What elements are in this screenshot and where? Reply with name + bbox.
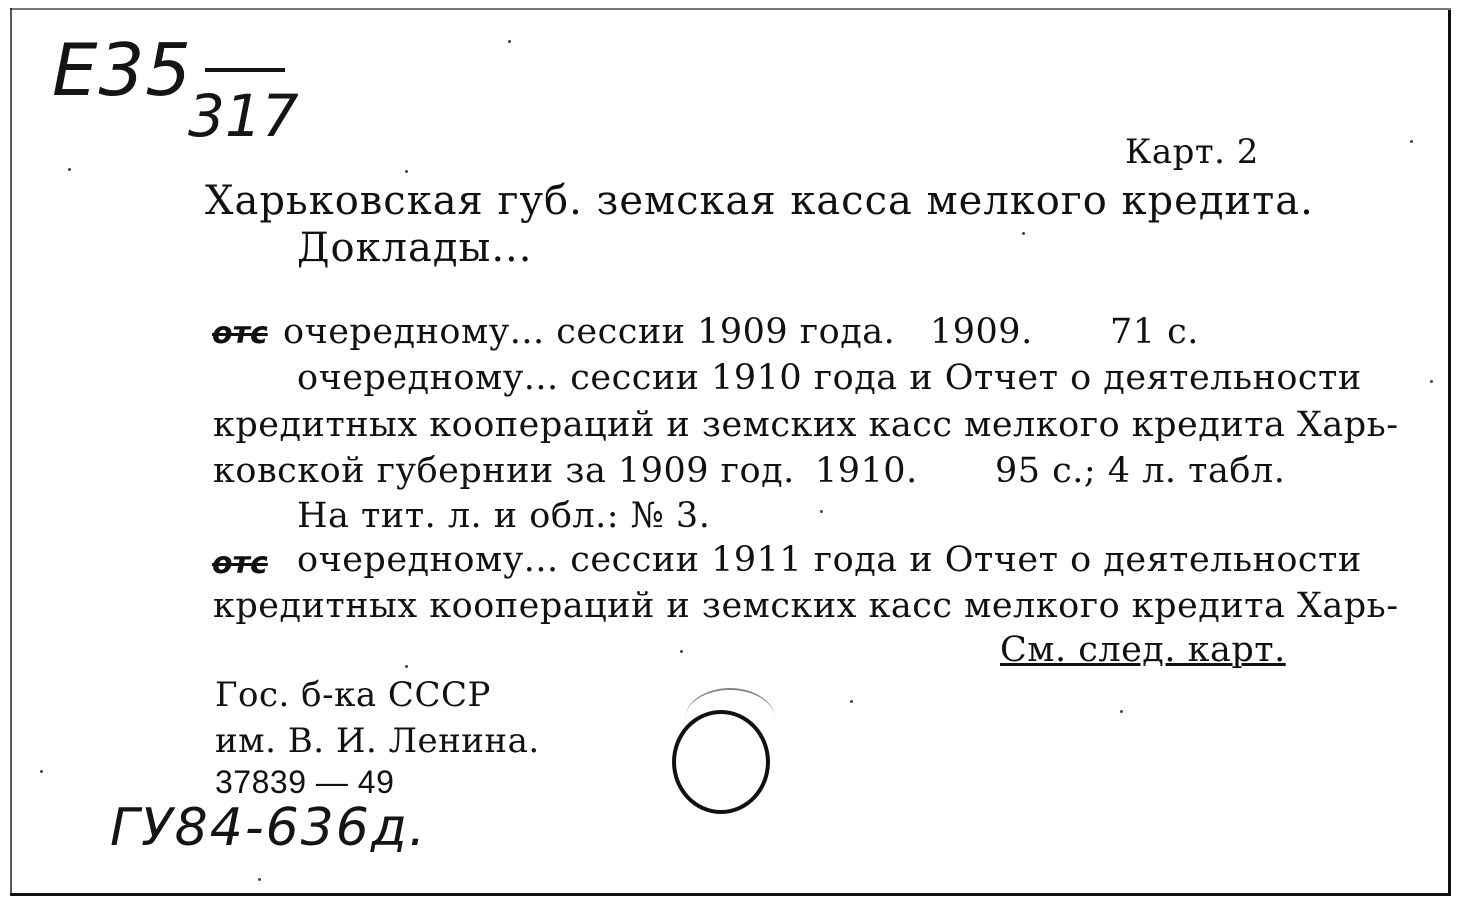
library-line2: им. В. И. Ленина. <box>215 721 540 761</box>
speck <box>1120 710 1123 713</box>
speck <box>68 168 71 171</box>
entry1-mark: отс <box>212 316 268 351</box>
speck <box>680 650 683 653</box>
entry1-year: 1909. <box>930 312 1033 352</box>
card-subtitle: Доклады... <box>297 225 533 271</box>
entry2-year: 1910. <box>815 451 918 491</box>
speck <box>1022 232 1025 235</box>
entry2-line3: ковской губернии за 1909 год. <box>213 451 795 491</box>
entry2-line1: очередному... сессии 1910 года и Отчет о деятельности <box>297 358 1362 398</box>
card-number: Карт. 2 <box>1125 132 1259 172</box>
library-line3: 37839 — 49 <box>215 764 395 800</box>
speck <box>1430 380 1433 383</box>
inventory-number: ГУ84-636д. <box>110 798 428 858</box>
library-line1: Гос. б-ка СССР <box>215 675 491 715</box>
speck <box>820 510 823 513</box>
speck <box>405 665 408 668</box>
entry2-pages: 95 с.; 4 л. табл. <box>995 451 1286 491</box>
speck <box>405 170 408 173</box>
entry1-text: очередному... сессии 1909 года. <box>283 312 896 352</box>
speck <box>1410 140 1413 143</box>
entry3-line2: кредитных коопераций и земских касс мелкого кредита Харь- <box>213 586 1399 626</box>
speck <box>40 770 43 773</box>
speck <box>850 700 853 703</box>
card-border-top <box>10 8 1451 10</box>
card-border-left <box>10 8 12 896</box>
call-number-fraction-line <box>205 68 285 72</box>
speck <box>258 878 261 881</box>
entry3-line1: очередному... сессии 1911 года и Отчет о деятельности <box>297 540 1362 580</box>
call-number-sub: 317 <box>188 82 299 150</box>
card-title: Харьковская губ. земская касса мелкого кредита. <box>205 178 1314 224</box>
see-next-card: См. след. карт. <box>1000 630 1286 670</box>
card-border-right <box>1448 10 1451 895</box>
punch-hole-circle <box>672 710 770 814</box>
entry2-line2: кредитных коопераций и земских касс мелкого кредита Харь- <box>213 405 1399 445</box>
entry3-mark: отс <box>212 546 268 581</box>
call-number-main: E35 <box>52 28 193 112</box>
speck <box>508 40 511 43</box>
entry2-note: На тит. л. и обл.: № 3. <box>297 496 711 536</box>
entry1-pages: 71 с. <box>1110 312 1199 352</box>
card-border-bottom <box>10 893 1451 896</box>
